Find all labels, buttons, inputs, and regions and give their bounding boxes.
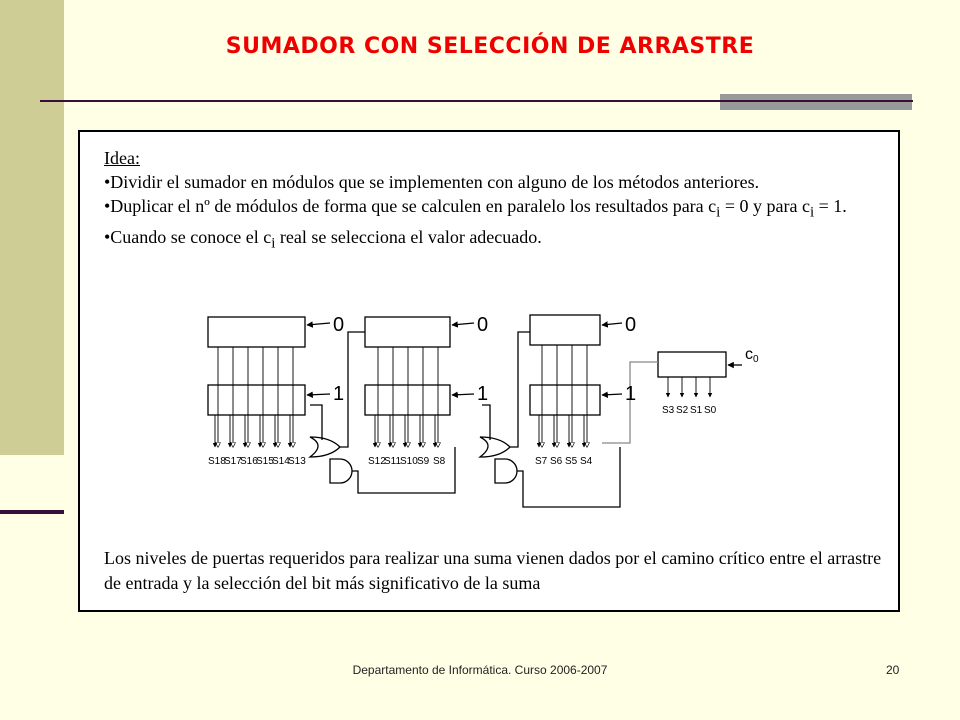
adder-module-block0: [658, 352, 726, 377]
carry-1-label-block1: 1: [625, 383, 637, 405]
adder-module-block1-c1: [530, 385, 600, 415]
sum-bit-s16: S16: [240, 456, 258, 467]
carry-0-label-block3: 0: [333, 314, 345, 336]
sum-bit-s10: S10: [400, 456, 418, 467]
carry-1-label-block3: 1: [333, 383, 345, 405]
sum-bit-s14: S14: [272, 456, 290, 467]
title-accent-bar: [720, 94, 912, 110]
adder-module-block2-c0: [365, 317, 450, 347]
and-gate-block3: [330, 459, 352, 483]
sum-bit-s18: S18: [208, 456, 226, 467]
sum-bit-s5: S5: [565, 456, 578, 467]
sum-bit-s17: S17: [224, 456, 242, 467]
sum-bit-s7: S7: [535, 456, 548, 467]
sum-bit-s1: S1: [690, 405, 703, 416]
sum-bit-s11: S11: [384, 456, 402, 467]
page-number: 20: [886, 663, 900, 677]
decorative-side-dash: [0, 510, 64, 514]
carry-1-label-block2: 1: [477, 383, 489, 405]
adder-module-block3-c1: [208, 385, 305, 415]
adder-module-block1-c0: [530, 315, 600, 345]
sum-bit-s2: S2: [676, 405, 689, 416]
sum-bit-s4: S4: [580, 456, 593, 467]
idea-heading: Idea:: [104, 148, 140, 168]
carry-select-adder-diagram: [190, 307, 780, 537]
or-gate-block1: [480, 437, 510, 457]
or-gate-block3: [310, 437, 340, 457]
sum-bit-s13: S13: [288, 456, 306, 467]
sum-bit-s3: S3: [662, 405, 675, 416]
adder-module-block3-c0: [208, 317, 305, 347]
slide-footer: Departamento de Informática. Curso 2006-2007: [352, 663, 608, 677]
critical-path-note: Los niveles de puertas requeridos para realizar una suma vienen dados por el camino crítico entre el arrastre de entrada y la selección del bit más significativo de la suma: [104, 548, 882, 593]
sum-bit-s8: S8: [433, 456, 446, 467]
sum-bit-s0: S0: [704, 405, 717, 416]
carry-0-label-block2: 0: [477, 314, 489, 336]
and-gate-block1: [495, 459, 517, 483]
carry-0-label-block1: 0: [625, 314, 637, 336]
slide-title: SUMADOR CON SELECCIÓN DE ARRASTRE: [225, 34, 755, 59]
sum-bit-s12: S12: [368, 456, 386, 467]
sum-bit-s9: S9: [417, 456, 430, 467]
scanned-figure: [78, 130, 900, 612]
carry-in-label: c0: [745, 346, 759, 365]
idea-bullet-1: •Dividir el sumador en módulos que se implementen con alguno de los métodos anteriores.: [104, 172, 760, 192]
decorative-side-bar: [0, 0, 64, 455]
idea-bullet-2: •Duplicar el nº de módulos de forma que se calculen en paralelo los resultados para $c_i = 0$ y para $c_i = 1$.: [104, 196, 847, 221]
idea-text-block: [104, 146, 847, 255]
sum-bit-s15: S15: [256, 456, 274, 467]
sum-bit-s6: S6: [550, 456, 563, 467]
idea-bullet-3: •Cuando se conoce el $c_i$ real se selecciona el valor adecuado.: [104, 226, 542, 252]
